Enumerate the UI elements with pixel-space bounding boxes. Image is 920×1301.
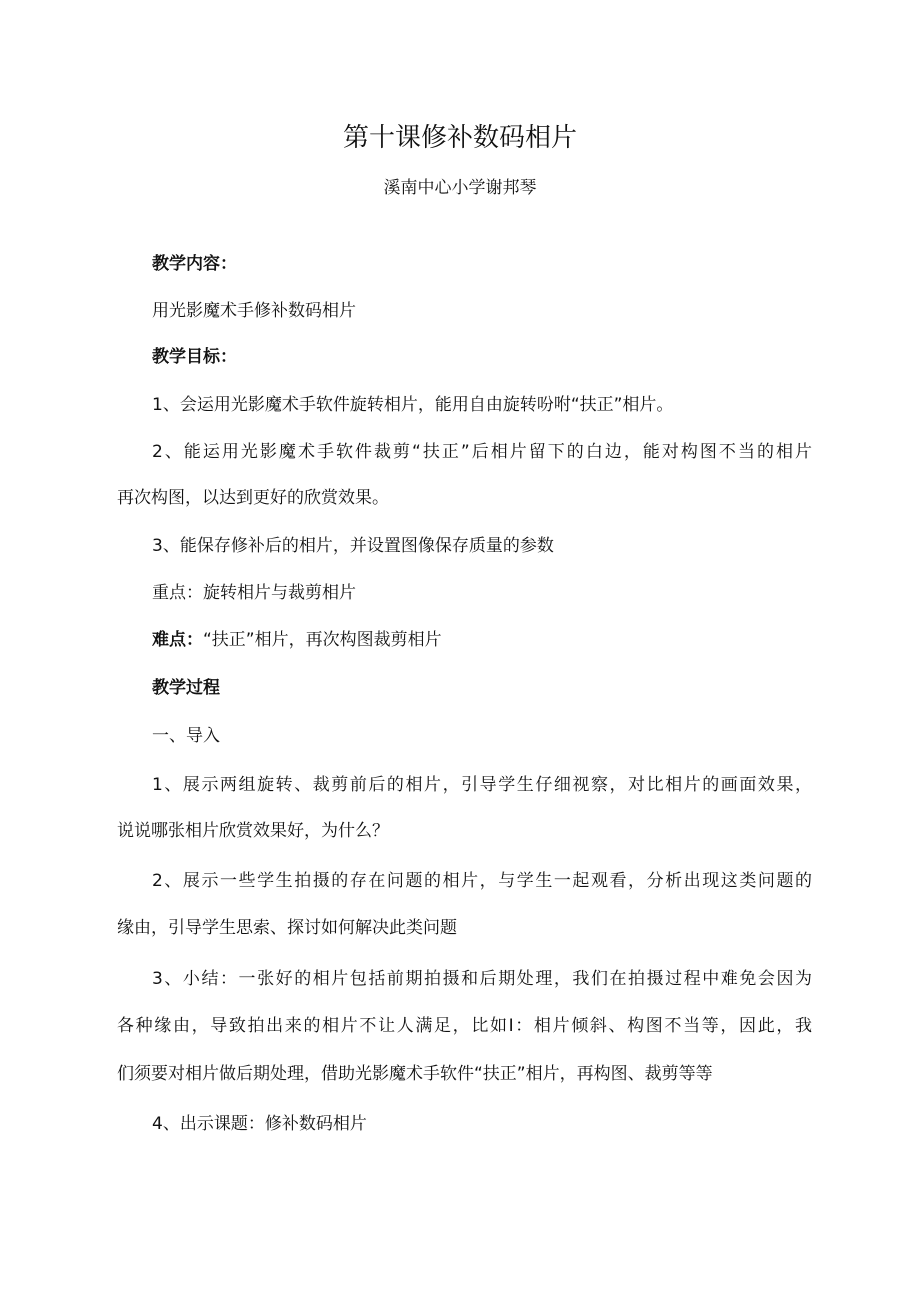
content-heading: 教学内容：	[152, 254, 237, 274]
step-1-line-2: 说说哪张相片欣赏效果好，为什么？	[117, 821, 389, 841]
difficulty-label: 难点：	[152, 630, 203, 650]
goal-2-line-2: 再次构图，以达到更好的欣赏效果。	[117, 488, 389, 508]
step-2-line-1: 2、展示一些学生拍摄的存在问题的相片，与学生一起观看，分析出现这类问题的	[152, 871, 812, 891]
difficulty	[152, 626, 442, 654]
goal-2-line-1: 2、能运用光影魔术手软件裁剪“扶正”后相片留下的白边，能对构图不当的相片	[152, 442, 812, 462]
goals-heading: 教学目标：	[152, 347, 237, 367]
step-3-line-2: 各种缘由，导致拍出来的相片不让人满足，比如I：相片倾斜、构图不当等，因此，我	[117, 1016, 812, 1036]
step-4: 4、出示课题：修补数码相片	[152, 1114, 367, 1134]
goal-3: 3、能保存修补后的相片，并设置图像保存质量的参数	[152, 536, 554, 556]
part-1-heading: 一、导入	[152, 726, 220, 746]
difficulty-text: “扶正”相片，再次构图裁剪相片	[203, 630, 442, 650]
step-3-line-3: 们须要对相片做后期处理，借助光影魔术手软件“扶正”相片，再构图、裁剪等等	[117, 1064, 713, 1084]
step-3-line-1: 3、小结：一张好的相片包括前期拍摄和后期处理，我们在拍摄过程中难免会因为	[152, 969, 812, 989]
key-point: 重点：旋转相片与裁剪相片	[152, 583, 356, 603]
document-author: 溪南中心小学谢邦琴	[383, 178, 537, 198]
step-1-line-1: 1、展示两组旋转、裁剪前后的相片，引导学生仔细视察，对比相片的画面效果，	[152, 775, 812, 795]
goal-1: 1、会运用光影魔术手软件旋转相片，能用自由旋转吩咐“扶正”相片。	[152, 395, 674, 415]
process-heading: 教学过程	[152, 678, 220, 698]
content-text: 用光影魔术手修补数码相片	[152, 301, 356, 321]
step-2-line-2: 缘由，引导学生思索、探讨如何解决此类问题	[117, 918, 457, 938]
document-title: 第十课修补数码相片	[342, 123, 577, 153]
